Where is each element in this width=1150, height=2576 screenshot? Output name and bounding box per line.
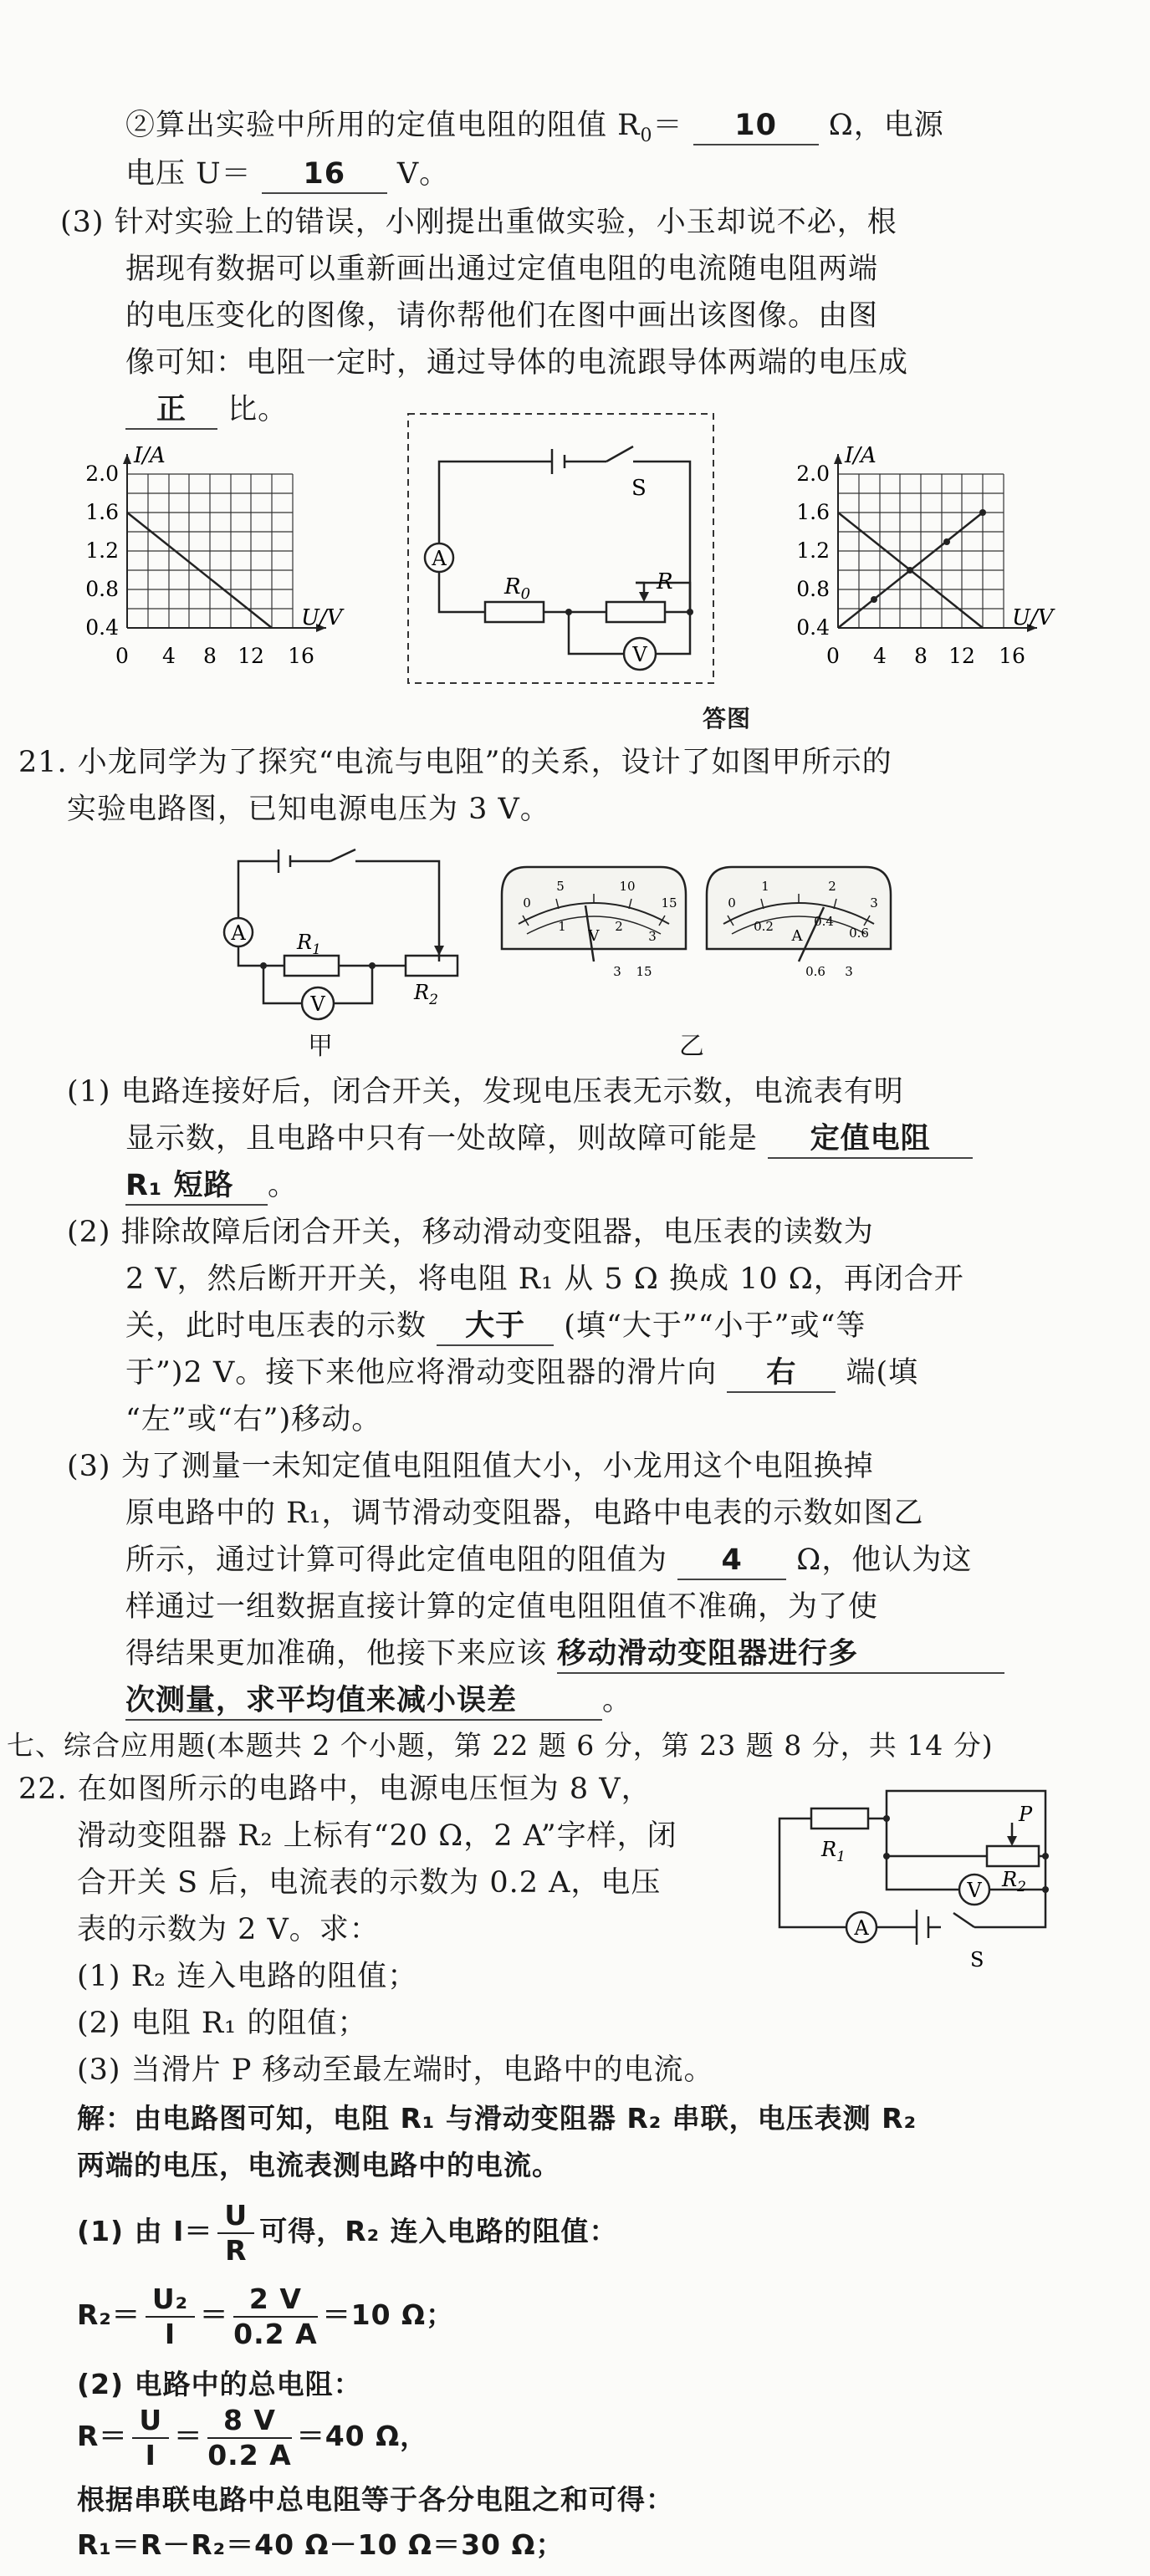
xtick: 12 (948, 644, 975, 668)
xtick: 4 (162, 644, 176, 668)
ytick: 0.8 (85, 577, 119, 601)
svg-text:2: 2 (615, 919, 623, 934)
q21-p3-line1: (3) 为了测量一未知定值电阻阻值大小，小龙用这个电阻换掉 (67, 1450, 874, 1483)
graph-left (50, 431, 351, 690)
q22-line7: (3) 当滑片 P 移动至最左端时，电路中的电流。 (77, 2053, 714, 2087)
q22-line6: (2) 电阻 R₁ 的阻值； (77, 2007, 368, 2040)
svg-text:V: V (632, 643, 647, 666)
svg-text:5: 5 (556, 879, 565, 894)
answer-resistance: 4 (677, 1542, 786, 1580)
grid-left (127, 474, 293, 628)
ammeter-icon: A (231, 921, 246, 945)
q21-p1-line2: 显示数，且电路中只有一处故障，则故障可能是 定值电阻 (125, 1120, 973, 1159)
r1-label: $R_1$ (297, 931, 321, 958)
solution-line4: R₂＝ $\frac{\text{U₂}}{I}$ ＝ $\frac{2 V}{0.2 A}$ ＝10 Ω； (77, 2282, 455, 2350)
circuit-top (406, 411, 719, 687)
r-label: R (657, 569, 673, 594)
q21-p1-line3: R₁ 短路 。 (125, 1167, 298, 1206)
q22-line4: 表的示数为 2 V。求： (77, 1913, 380, 1946)
svg-text:0: 0 (523, 895, 531, 911)
answer-right: 右 (727, 1354, 836, 1393)
solution-line8: R₁＝R－R₂＝40 Ω－10 Ω＝30 Ω； (77, 2528, 565, 2561)
y-axis-label: I/A (845, 443, 877, 468)
q21-p3-line4: 样通过一组数据直接计算的定值电阻阻值不准确，为了使 (125, 1590, 879, 1624)
xtick: 8 (203, 644, 217, 668)
solution-line2: 两端的电压，电流表测电路中的电流。 (77, 2149, 560, 2181)
q22-line2: 滑动变阻器 R₂ 上标有“20 Ω，2 A”字样，闭 (77, 1819, 677, 1853)
answer-method-2: 次测量，求平均值来减小误差 (125, 1682, 602, 1721)
xtick: 4 (873, 644, 887, 668)
solution-line1: 解：由电路图可知，电阻 R₁ 与滑动变阻器 R₂ 串联，电压表测 R₂ (77, 2102, 917, 2135)
svg-text:15: 15 (661, 895, 677, 911)
r2-label: $R_2$ (1002, 1868, 1026, 1895)
q3-line4: 像可知：电阻一定时，通过导体的电流跟导体两端的电压成 (125, 346, 909, 380)
svg-text:3: 3 (845, 964, 853, 979)
switch-label: S (631, 476, 647, 501)
ytick: 1.6 (796, 500, 830, 524)
q21-p2-line2: 2 V，然后断开开关，将电阻 R₁ 从 5 Ω 换成 10 Ω，再闭合开 (125, 1262, 964, 1296)
answer-fault-1: 定值电阻 (768, 1120, 973, 1159)
q21-p3-line3: 所示，通过计算可得此定值电阻的阻值为 4 Ω，他认为这 (125, 1542, 972, 1580)
solution-line6: R＝ $\frac{U}{I}$ ＝ $\frac{8 V}{0.2 A}$ ＝40 Ω， (77, 2403, 429, 2471)
line-r0: ②算出实验中所用的定值电阻的阻值 $R_0= 10$ Ω，电源 (125, 109, 944, 146)
ytick: 1.6 (85, 500, 119, 524)
circuit-q22 (761, 1773, 1062, 1990)
q21-p2-line4: 于”)2 V。接下来他应将滑动变阻器的滑片向 右 端(填 (125, 1354, 918, 1393)
q21-p3-line6: 次测量，求平均值来减小误差 。 (125, 1682, 632, 1721)
x-axis-label: U/V (301, 605, 343, 630)
y-axis-label: I/A (134, 443, 166, 468)
answer-method-1: 移动滑动变阻器进行多 (557, 1635, 1004, 1674)
q3-line2: 据现有数据可以重新画出通过定值电阻的电流随电阻两端 (125, 252, 879, 286)
svg-text:3: 3 (870, 895, 878, 911)
ammeter-icon: A (854, 1916, 869, 1940)
voltmeter-dial (493, 857, 694, 982)
svg-text:1: 1 (558, 919, 566, 934)
r0-label: $R_0$ (504, 574, 531, 603)
ytick: 2.0 (796, 462, 830, 486)
fig-yi-label: 乙 (679, 1032, 705, 1061)
svg-text:2: 2 (828, 879, 836, 894)
q21-p2-line5: “左”或“右”)移动。 (125, 1403, 382, 1436)
svg-text:0.6: 0.6 (805, 964, 825, 979)
svg-text:0: 0 (728, 895, 736, 911)
ytick: 0.4 (85, 615, 119, 640)
r1-label: $R_1$ (821, 1838, 846, 1865)
svg-text:V: V (588, 927, 600, 945)
svg-text:0.6: 0.6 (849, 926, 869, 941)
q21-p1-line1: (1) 电路连接好后，闭合开关，发现电压表无示数，电流表有明 (67, 1075, 904, 1109)
q21-line1: 21. 小龙同学为了探究“电流与电阻”的关系，设计了如图甲所示的 (18, 746, 892, 779)
svg-text:0.4: 0.4 (814, 914, 834, 929)
xtick: 16 (999, 644, 1025, 668)
solution-line5: (2) 电路中的总电阻： (77, 2368, 362, 2400)
svg-text:3: 3 (613, 964, 621, 979)
svg-text:1: 1 (761, 879, 769, 894)
answer-fault-2: R₁ 短路 (125, 1167, 268, 1206)
q22-line3: 合开关 S 后，电流表的示数为 0.2 A，电压 (77, 1866, 662, 1900)
voltmeter-icon: V (310, 992, 325, 1016)
ytick: 1.2 (796, 538, 830, 563)
xtick: 8 (914, 644, 928, 668)
q3-line5: 正 比。 (125, 391, 288, 430)
q21-p2-line1: (2) 排除故障后闭合开关，移动滑动变阻器，电压表的读数为 (67, 1216, 874, 1249)
svg-text:A: A (791, 927, 803, 945)
voltmeter-icon: V (967, 1879, 982, 1902)
ytick: 1.2 (85, 538, 119, 563)
q21-line2: 实验电路图，已知电源电压为 3 V。 (67, 793, 550, 826)
q22-line1: 22. 在如图所示的电路中，电源电压恒为 8 V， (18, 1773, 652, 1806)
svg-text:3: 3 (648, 929, 657, 944)
q3-line1: (3) 针对实验上的错误，小刚提出重做实验，小玉却说不必，根 (60, 206, 897, 239)
answer-zheng: 正 (125, 391, 217, 430)
line-u: 电压 U＝ 16 V。 (125, 156, 449, 194)
circuit-jia (213, 836, 481, 1037)
q21-p3-line2: 原电路中的 R₁，调节滑动变阻器，电路中电表的示数如图乙 (125, 1497, 924, 1530)
answer-r0: 10 (693, 107, 819, 145)
answer-greater: 大于 (437, 1308, 554, 1346)
slider-p-label: P (1019, 1803, 1033, 1826)
q22-line5: (1) R₂ 连入电路的阻值； (77, 1960, 418, 1993)
xtick: 0 (115, 644, 129, 668)
svg-text:A: A (432, 547, 447, 570)
xtick: 12 (238, 644, 264, 668)
q21-p2-line3: 关，此时电压表的示数 大于 (填“大于”“小于”或“等 (125, 1308, 866, 1346)
ytick: 0.4 (796, 615, 830, 640)
solution-line3: (1) 由 I＝ $\frac{U}{R}$ 可得，R₂ 连入电路的阻值： (77, 2198, 618, 2267)
ammeter-dial (698, 857, 899, 982)
svg-text:15: 15 (636, 964, 652, 979)
q21-p3-line5: 得结果更加准确，他接下来应该 移动滑动变阻器进行多 (125, 1635, 1004, 1674)
fig-jia-label: 甲 (308, 1032, 334, 1061)
graph-right (761, 431, 1071, 690)
ytick: 2.0 (85, 462, 119, 486)
svg-text:0.2: 0.2 (754, 919, 774, 934)
x-axis-label: U/V (1012, 605, 1054, 630)
r2-label: $R_2$ (414, 981, 438, 1008)
xtick: 16 (288, 644, 314, 668)
q3-line3: 的电压变化的图像，请你帮他们在图中画出该图像。由图 (125, 299, 879, 333)
switch-label: S (970, 1948, 984, 1972)
ytick: 0.8 (796, 577, 830, 601)
xtick: 0 (826, 644, 840, 668)
svg-text:10: 10 (619, 879, 636, 894)
section7-header: 七、综合应用题(本题共 2 个小题，第 22 题 6 分，第 23 题 8 分，共 14 分) (7, 1729, 994, 1762)
solution-line7: 根据串联电路中总电阻等于各分电阻之和可得： (77, 2483, 674, 2516)
answer-u: 16 (262, 156, 387, 194)
answer-figure-label: 答图 (703, 705, 752, 732)
